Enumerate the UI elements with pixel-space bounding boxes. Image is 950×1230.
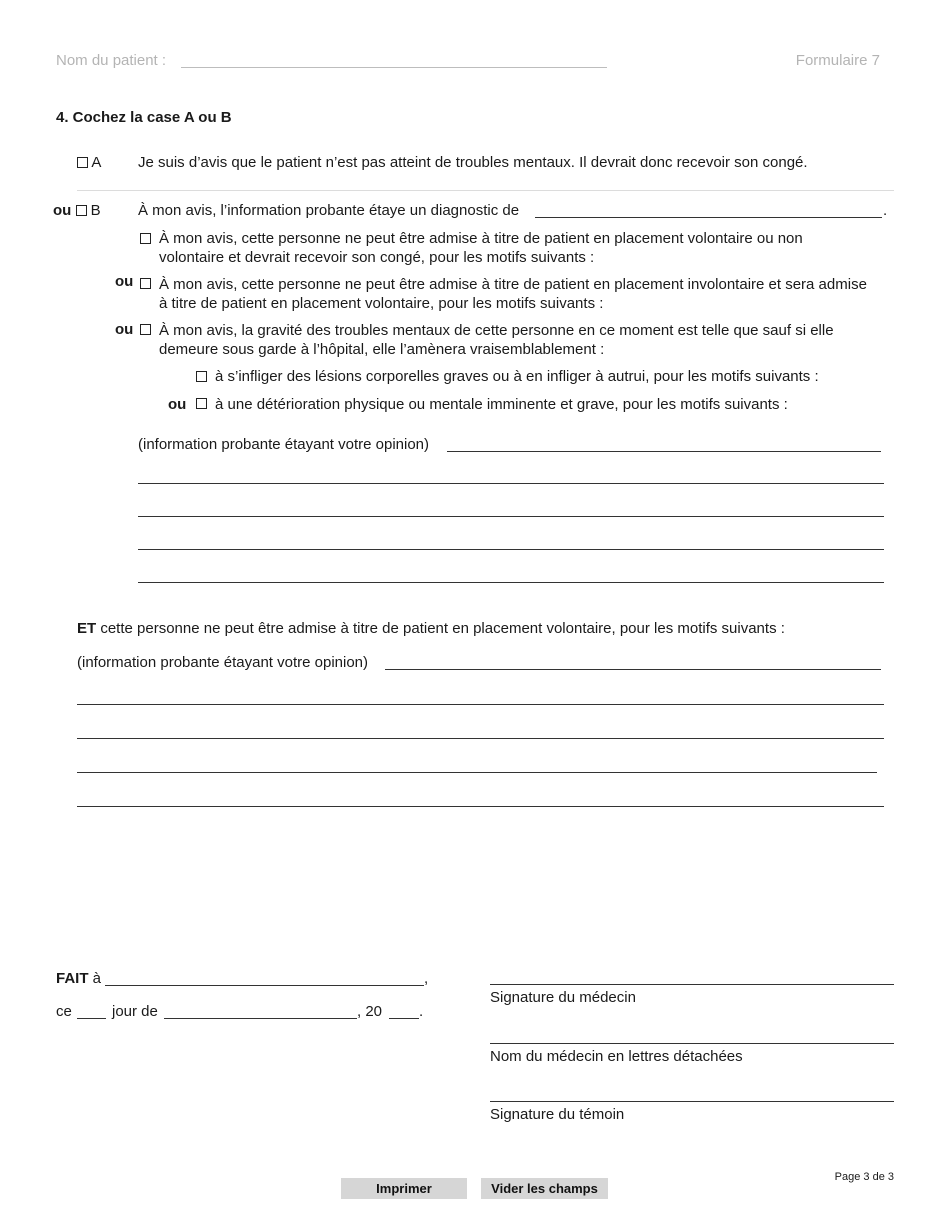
a-label: à xyxy=(92,970,102,987)
fait-label: FAIT xyxy=(56,970,89,987)
et-evidence-line[interactable] xyxy=(77,738,884,739)
sub3b-checkbox[interactable] xyxy=(196,398,207,409)
witness-signature-label: Signature du témoin xyxy=(490,1106,625,1123)
sub1-text: À mon avis, cette personne ne peut être admise à titre de patient en placement volontaire ou non volontaire et devrait recevoir son congé, pour les motifs suivants : xyxy=(159,230,803,266)
ce-label: ce xyxy=(56,1003,72,1020)
et-evidence-line[interactable] xyxy=(77,806,884,807)
month-field[interactable] xyxy=(164,1018,357,1019)
sub3-text: À mon avis, la gravité des troubles mentaux de cette personne en ce moment est telle que sauf si elle demeure sous garde à l’hôpital, elle l’amènera vraisemblablement : xyxy=(159,322,834,358)
sub3a-text: à s’infliger des lésions corporelles graves ou à en infliger à autrui, pour les motifs suivants : xyxy=(215,368,819,385)
day-field[interactable] xyxy=(77,1018,106,1019)
sub3b-text: à une détérioration physique ou mentale imminente et grave, pour les motifs suivants : xyxy=(215,396,788,413)
b-evidence-line[interactable] xyxy=(138,549,884,550)
sub2-checkbox[interactable] xyxy=(140,278,151,289)
b-evidence-line[interactable] xyxy=(138,516,884,517)
option-b-ou: ou xyxy=(53,202,72,219)
option-b-checkbox[interactable] xyxy=(76,205,87,216)
section-title: 4. Cochez la case A ou B xyxy=(56,109,232,126)
print-button[interactable]: Imprimer xyxy=(341,1178,467,1199)
year-field[interactable] xyxy=(389,1018,419,1019)
physician-signature-label: Signature du médecin xyxy=(490,989,636,1006)
et-evidence-label: (information probante étayant votre opinion) xyxy=(77,654,369,671)
sub1-checkbox[interactable] xyxy=(140,233,151,244)
b-evidence-line[interactable] xyxy=(447,451,881,452)
witness-signature-field[interactable] xyxy=(490,1101,894,1102)
fait-row xyxy=(56,970,101,987)
place-comma: , xyxy=(424,970,429,987)
option-a-row xyxy=(77,154,101,171)
physician-signature-field[interactable] xyxy=(490,984,894,985)
et-row xyxy=(77,620,785,637)
sub3-checkbox[interactable] xyxy=(140,324,151,335)
option-a-text: Je suis d’avis que le patient n’est pas atteint de troubles mentaux. Il devrait donc recevoir son congé. xyxy=(138,154,808,171)
sub3-ou: ou xyxy=(115,321,134,338)
option-a-checkbox[interactable] xyxy=(77,157,88,168)
sub3a-checkbox[interactable] xyxy=(196,371,207,382)
physician-name-field[interactable] xyxy=(490,1043,894,1044)
jour-de-label: jour de xyxy=(112,1003,158,1020)
option-b-row xyxy=(53,202,101,219)
option-b-letter: B xyxy=(90,202,101,219)
et-text: cette personne ne peut être admise à titre de patient en placement volontaire, pour les motifs suivants : xyxy=(100,620,785,637)
diagnosis-field[interactable] xyxy=(535,217,882,218)
option-b-text: À mon avis, l’information probante étaye un diagnostic de xyxy=(138,202,520,219)
page-number: Page 3 de 3 xyxy=(834,1171,894,1183)
option-a-letter: A xyxy=(91,154,102,171)
et-evidence-line[interactable] xyxy=(77,704,884,705)
sub2-ou: ou xyxy=(115,273,134,290)
et-evidence-line[interactable] xyxy=(385,669,881,670)
et-label: ET xyxy=(77,620,97,637)
b-evidence-line[interactable] xyxy=(138,483,884,484)
place-field[interactable] xyxy=(105,985,424,986)
form-number: Formulaire 7 xyxy=(795,52,880,69)
year-dot: . xyxy=(419,1003,424,1020)
clear-fields-button[interactable]: Vider les champs xyxy=(481,1178,608,1199)
b-evidence-line[interactable] xyxy=(138,582,884,583)
patient-name-label: Nom du patient : xyxy=(56,52,167,69)
patient-name-field[interactable] xyxy=(181,67,607,68)
sub2-text: À mon avis, cette personne ne peut être admise à titre de patient en placement involontaire et sera admise à titre de patient en placement volontaire, pour les motifs suivants : xyxy=(159,276,867,312)
b-evidence-label: (information probante étayant votre opinion) xyxy=(138,436,430,453)
divider xyxy=(77,190,894,191)
diagnosis-end: . xyxy=(883,202,888,219)
et-evidence-line[interactable] xyxy=(77,772,877,773)
physician-name-label: Nom du médecin en lettres détachées xyxy=(490,1048,743,1065)
sub3b-ou: ou xyxy=(168,396,187,413)
year-prefix: , 20 xyxy=(357,1003,383,1020)
